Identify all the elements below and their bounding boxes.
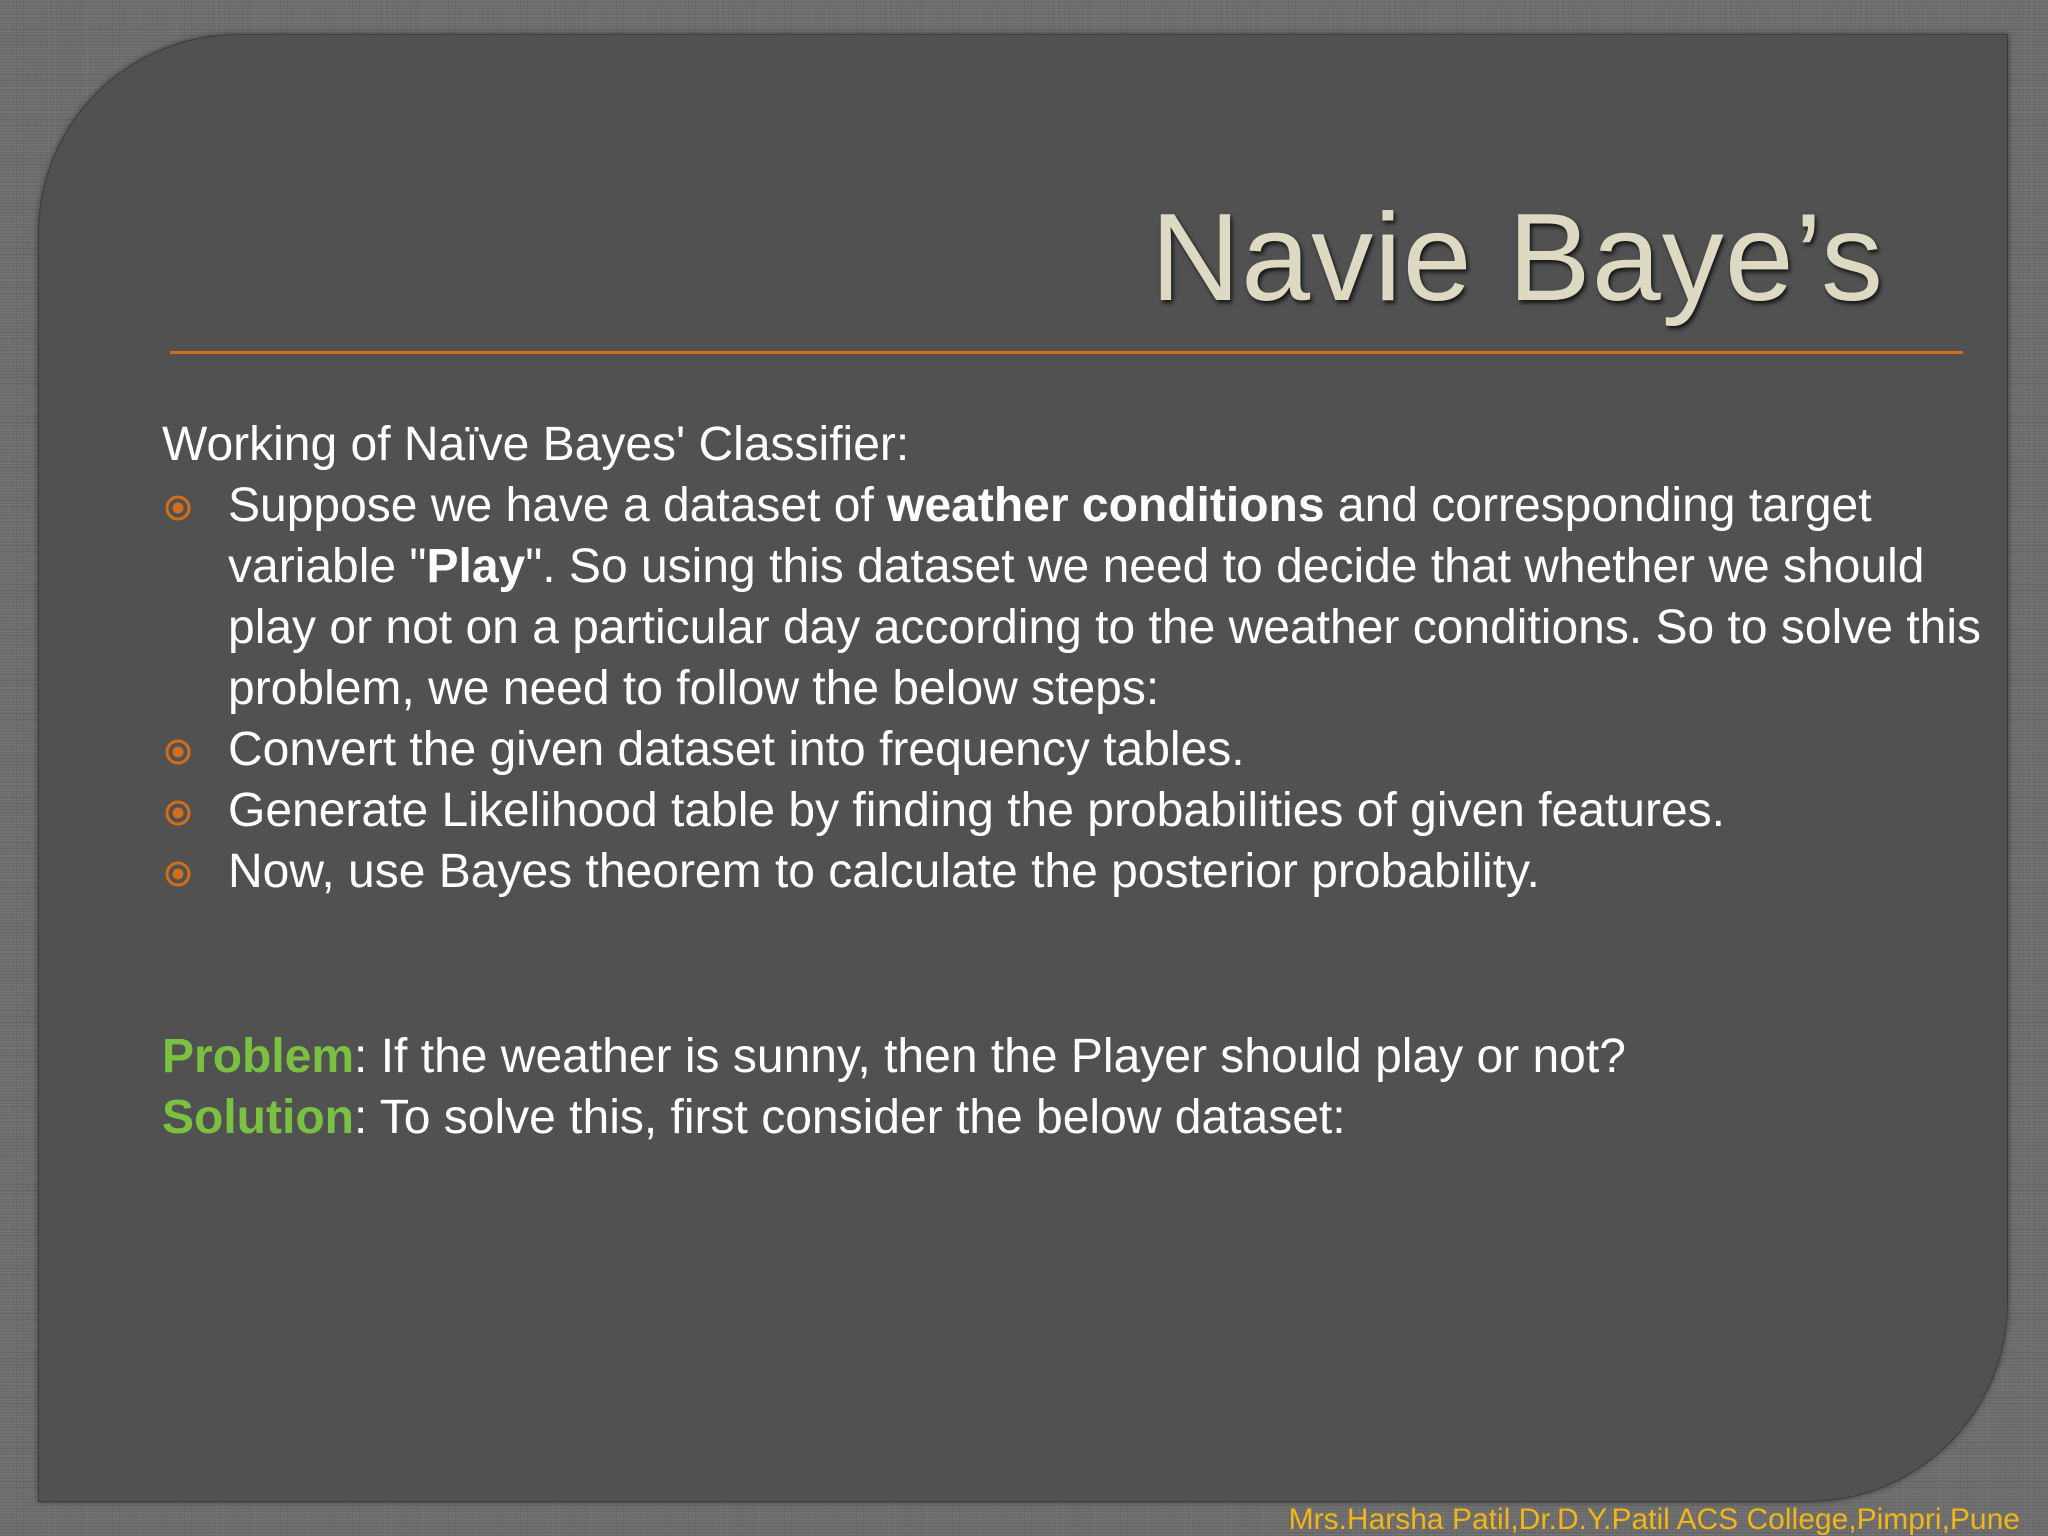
problem-line xyxy=(162,1026,1982,1087)
step-text: Now, use Bayes theorem to calculate the posterior probability. xyxy=(228,845,1540,898)
step-text: Convert the given dataset into frequency tables. xyxy=(228,723,1245,776)
bullet-list-intro xyxy=(162,475,1982,719)
step-text: Generate Likelihood table by finding the probabilities of given features. xyxy=(228,784,1725,837)
solution-label: Solution xyxy=(162,1091,354,1144)
footer-credit: Mrs.Harsha Patil,Dr.D.Y.Patil ACS College,Pimpri,Pune xyxy=(1288,1503,2020,1536)
step-item xyxy=(162,841,1982,902)
bullet-item-dataset xyxy=(162,475,1982,719)
bullet-text-bold-play: Play xyxy=(426,540,526,593)
solution-line xyxy=(162,1087,1982,1148)
step-item xyxy=(162,719,1982,780)
bullet-text-bold-weather: weather conditions xyxy=(887,479,1325,532)
bullet-list-steps xyxy=(162,719,1982,902)
bullet-text-part1: Suppose we have a dataset of xyxy=(228,479,888,532)
circled-dot-icon xyxy=(164,738,192,766)
circled-dot-icon xyxy=(164,494,192,522)
problem-label: Problem xyxy=(162,1030,355,1083)
problem-solution-block xyxy=(162,1026,1982,1148)
circled-dot-icon xyxy=(164,860,192,888)
problem-text: : If the weather is sunny, then the Player should play or not? xyxy=(354,1030,1626,1083)
solution-text: : To solve this, first consider the below dataset: xyxy=(353,1091,1346,1144)
bullet-text-part3: ". So using this dataset we need to decide that whether we should play or not on a particular day according to the weather conditions. So to solve this problem, we need to follow the below steps: xyxy=(228,540,1982,715)
slide-panel xyxy=(38,34,2008,1502)
title-divider xyxy=(170,351,1963,354)
circled-dot-icon xyxy=(164,799,192,827)
slide-content xyxy=(162,414,1982,1148)
slide-title: Navie Baye’s xyxy=(1150,189,1884,327)
bullet-text-part2: and corresponding target variable " xyxy=(228,479,1872,593)
step-item xyxy=(162,780,1982,841)
intro-heading: Working of Naïve Bayes' Classifier: xyxy=(162,418,910,471)
